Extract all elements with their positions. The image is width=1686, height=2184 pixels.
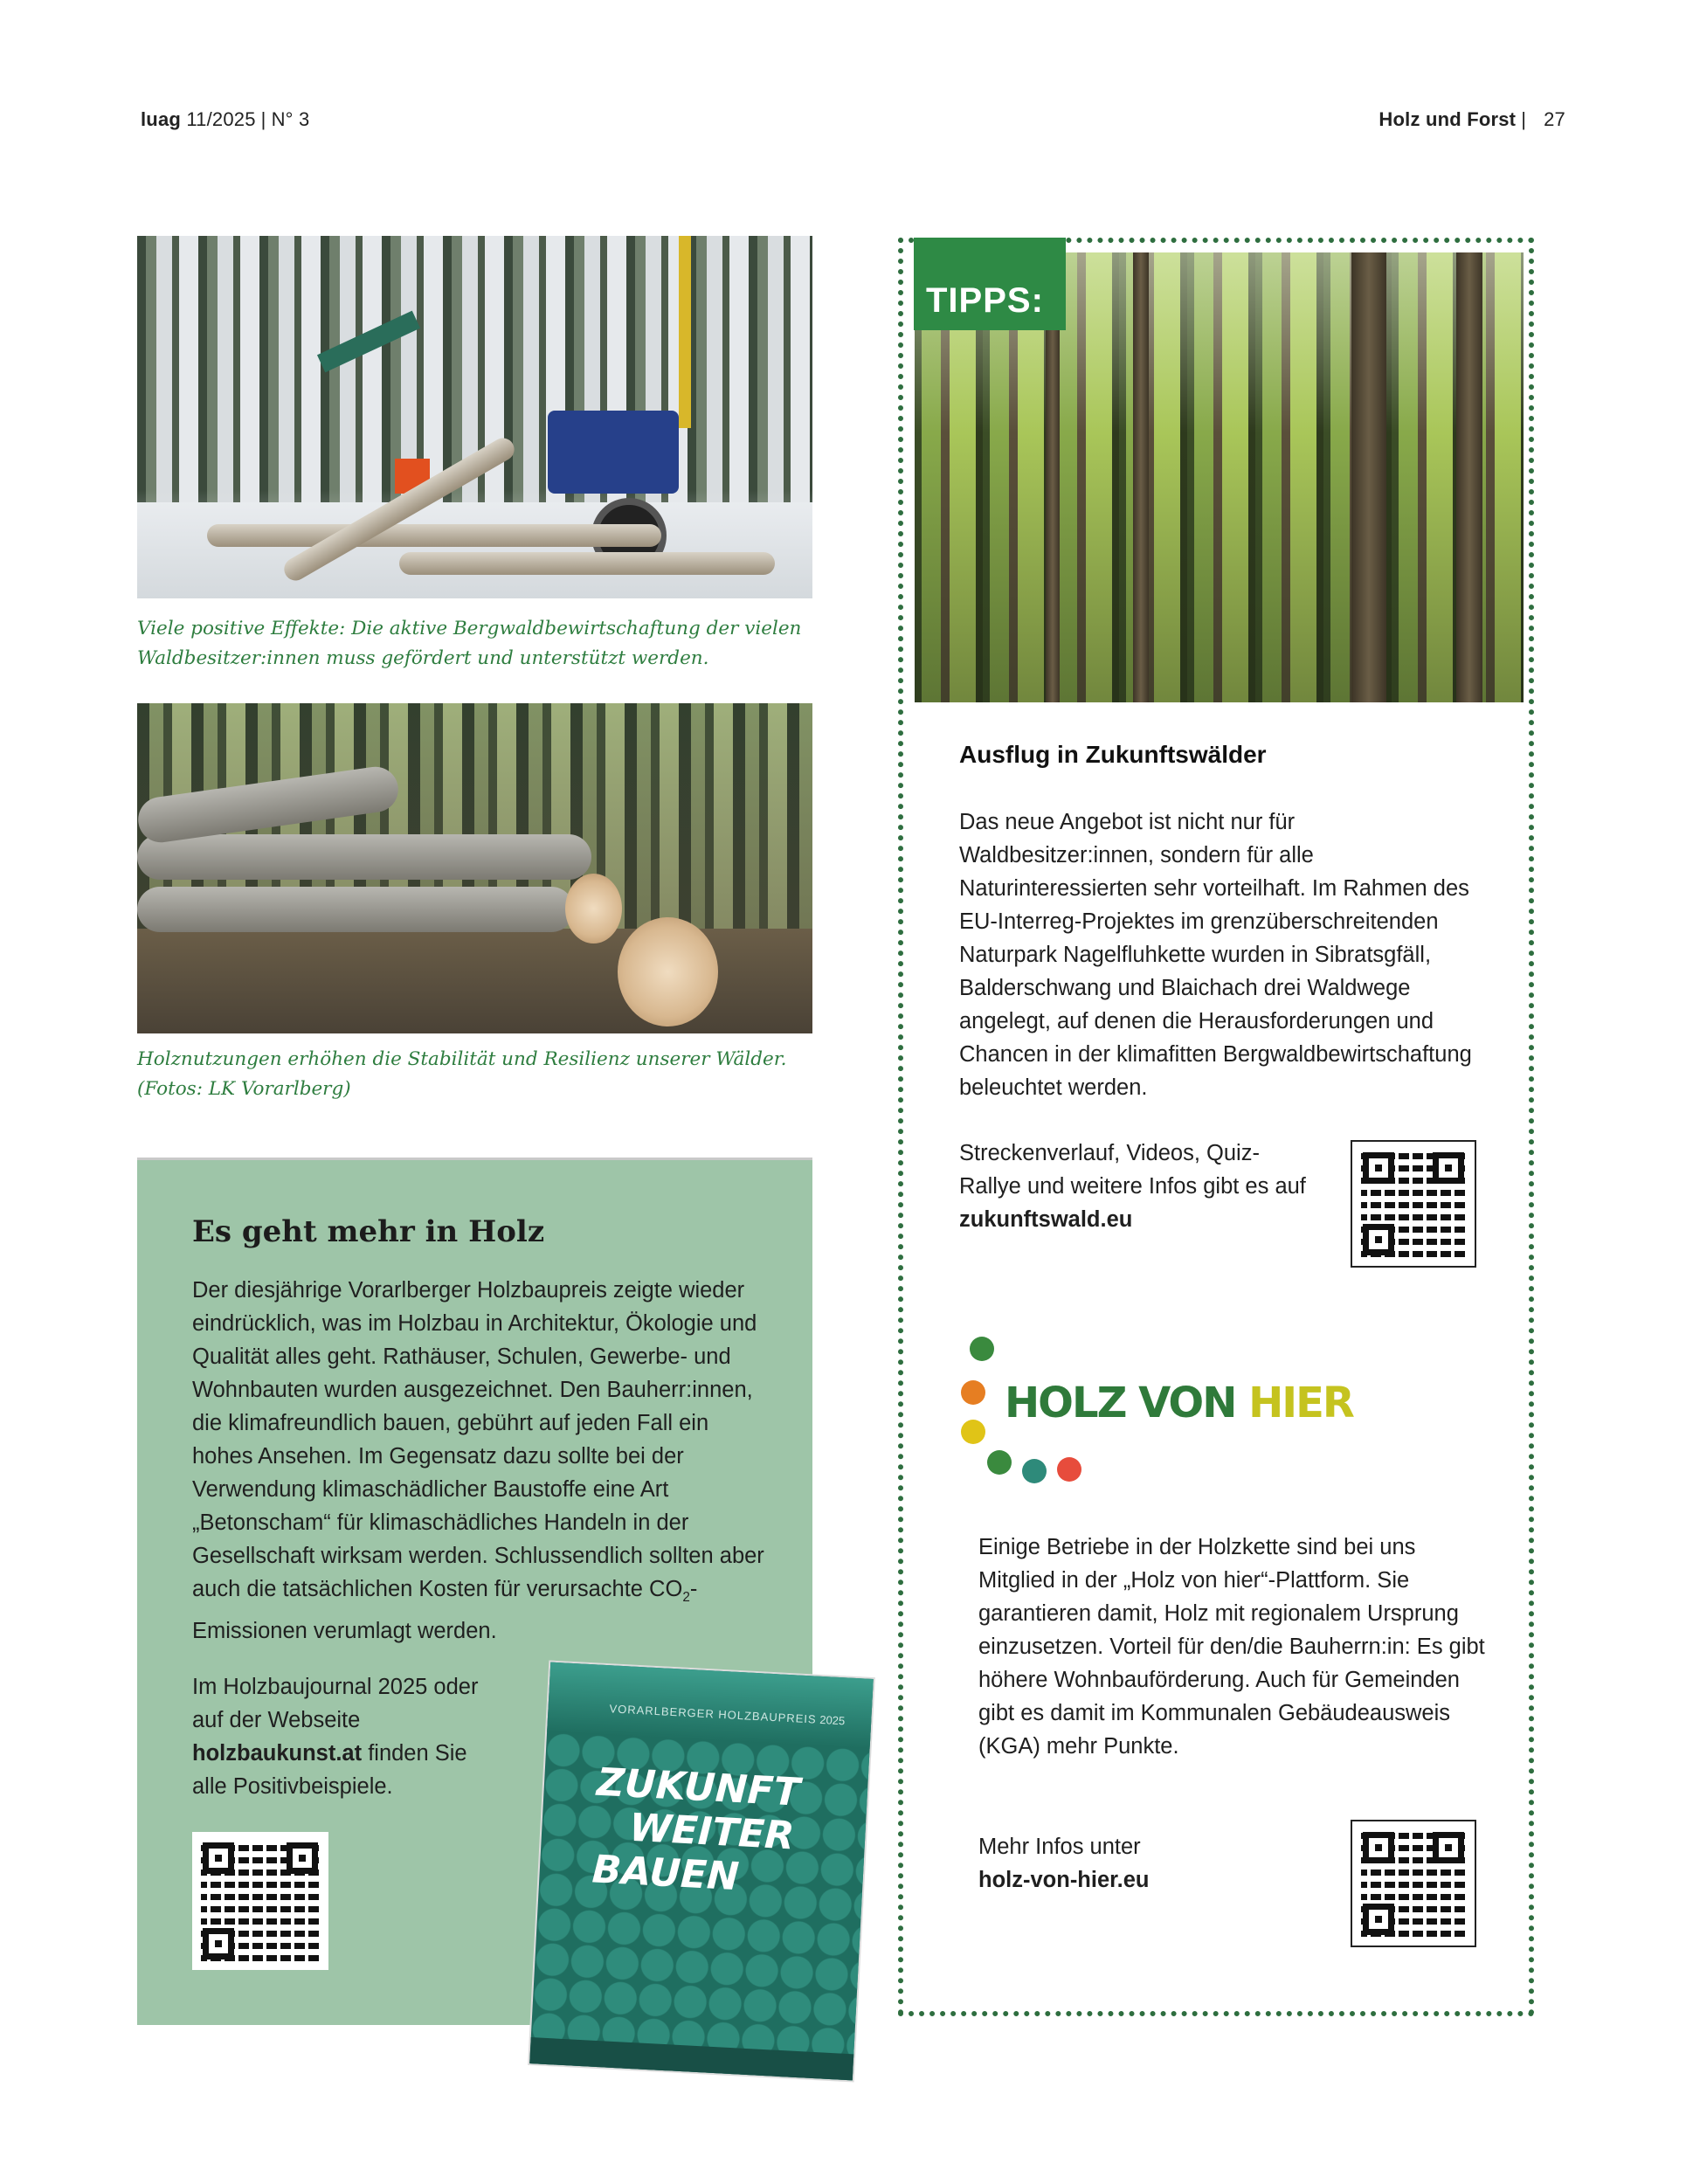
page-number: 27 xyxy=(1544,108,1565,130)
tree-trunk xyxy=(1133,252,1149,702)
box-body-text-end: -Emissionen verumlagt werden. xyxy=(192,1577,698,1644)
leaf-icon xyxy=(1057,1457,1081,1482)
leaf-icon xyxy=(970,1337,994,1361)
header-section: Holz und Forst | 27 xyxy=(1379,108,1565,130)
log xyxy=(207,524,661,547)
reference-prefix: Im Holzbaujournal 2025 oder auf der Webseite xyxy=(192,1675,479,1732)
holzbaukunst-link[interactable]: holzbaukunst.at xyxy=(192,1741,363,1766)
qr-code-icon[interactable] xyxy=(1351,1140,1476,1268)
holz-von-hier-body xyxy=(978,1531,1485,1763)
holz-von-hier-link[interactable]: holz-von-hier.eu xyxy=(978,1868,1150,1892)
header-issue: luag 11/2025 | N° 3 xyxy=(141,108,310,130)
tree-trunk xyxy=(137,764,401,845)
book-title xyxy=(591,1761,833,1904)
route-text: Streckenverlauf, Videos, Quiz-Rallye und weitere Infos gibt es auf xyxy=(959,1141,1306,1199)
leaf-icon xyxy=(1022,1459,1047,1483)
holzbaupreis-book-cover xyxy=(529,1662,874,2081)
photo2-caption: Holznutzungen erhöhen die Stabilität und Resilienz unserer Wälder. (Fotos: LK Vorarlberg) xyxy=(137,1048,787,1100)
leaf-icon xyxy=(987,1450,1012,1475)
tree-trunk xyxy=(1456,252,1482,702)
holz-von-hier-logo xyxy=(935,1319,1354,1498)
qr-code-icon[interactable] xyxy=(1351,1820,1476,1947)
more-info-text: Mehr Infos unter xyxy=(978,1835,1141,1859)
section-title: Holz und Forst xyxy=(1379,108,1517,130)
holz-von-hier-reference xyxy=(978,1830,1328,1897)
box-body-text: Der diesjährige Vorarlberger Holzbaupreis zeigte wieder eindrücklich, was im Holzbau in Architektur, Ökologie und Qualität alles geht. Rathäuser, Schulen, Gewerbe- und Wohnbauten wurden ausgezeichnet. Den Bauherr:innen, die klimafreundlich bauen, gebührt auf jeden Fall ein hohes Ansehen. Im Gegensatz dazu sollte bei der Verwendung klimaschädlicher Baustoffe eine Art „Betonscham“ für klimaschädliches Handeln in der Gesellschaft wirksam werden. Schlussendlich sollten aber auch die tatsächlichen Kosten für verursachte CO xyxy=(192,1278,764,1601)
holz-von-hier-text: Einige Betriebe in der Holzkette sind bei uns Mitglied in der „Holz von hier“-Plattform. Sie garantieren damit, Holz mit regionalem Ursprung einzusetzen. Vorteil für den/die Bauherrn:in: Es gibt höhere Wohnbauförderung. Auch für Gemeinden gibt es damit im Kommunalen Gebäudeausweis (KGA) mehr Punkte. xyxy=(978,1535,1485,1759)
tipps-body xyxy=(959,805,1483,1104)
tree-stump xyxy=(618,917,718,1026)
crane-arm xyxy=(317,311,420,373)
zukunftswald-reference xyxy=(959,1137,1309,1236)
leaf-icon xyxy=(961,1420,985,1444)
leaf-icon xyxy=(961,1380,985,1405)
felled-trees-photo xyxy=(137,703,812,1033)
logo-text xyxy=(1005,1379,1353,1427)
tree-trunk xyxy=(137,887,574,932)
log xyxy=(399,552,775,575)
tipps-heading: Ausflug in Zukunftswälder xyxy=(959,741,1267,768)
book-title-line2: WEITER xyxy=(628,1805,796,1859)
photo1-caption: Viele positive Effekte: Die aktive Bergwaldbewirtschaftung der vielen Waldbesitzer:innen muss gefördert und unterstützt werden. xyxy=(137,618,802,669)
forestry-machinery-photo xyxy=(137,236,812,598)
book-title-line3: BAUEN xyxy=(591,1847,741,1900)
logo-text-holz: HOLZ VON xyxy=(1005,1379,1249,1427)
holzbaukunst-reference xyxy=(192,1670,489,1803)
zukunftswald-link[interactable]: zukunftswald.eu xyxy=(959,1207,1133,1232)
issue-number: N° 3 xyxy=(271,108,310,130)
box-body xyxy=(192,1274,769,1648)
issue-date: 11/2025 xyxy=(186,108,256,130)
snow-ground xyxy=(137,502,812,598)
tree-stump xyxy=(565,874,622,943)
book-title-line1: ZUKUNFT xyxy=(595,1759,801,1815)
tipps-badge: TIPPS: xyxy=(914,238,1066,330)
logo-text-hier: HIER xyxy=(1248,1379,1353,1427)
tipps-body-text: Das neue Angebot ist nicht nur für Waldbesitzer:innen, sondern für alle Naturinteressierten sehr vorteilhaft. Im Rahmen des EU-Interreg-Projektes im grenzüberschreitenden Naturpark Nagelfluhkette wurden in Sibratsgfäll, Balderschwang und Blaichach drei Waldwege angelegt, auf denen die Herausforderungen und Chancen in der klimafitten Bergwaldbewirtschaftung beleuchtet werden. xyxy=(959,810,1472,1100)
box-title: Es geht mehr in Holz xyxy=(192,1214,545,1249)
tree-trunk xyxy=(137,834,591,880)
co2-subscript: 2 xyxy=(682,1590,690,1606)
book-year: 2025 xyxy=(819,1712,846,1728)
crane-pole xyxy=(679,236,691,428)
qr-code-icon[interactable] xyxy=(192,1832,328,1970)
magazine-brand: luag xyxy=(141,108,182,130)
tree-trunk xyxy=(1351,252,1386,702)
book-series: VORARLBERGER HOLZBAUPREIS xyxy=(609,1702,818,1726)
tractor xyxy=(548,411,679,494)
reference-suffix: finden Sie alle Positivbeispiele. xyxy=(192,1741,467,1799)
